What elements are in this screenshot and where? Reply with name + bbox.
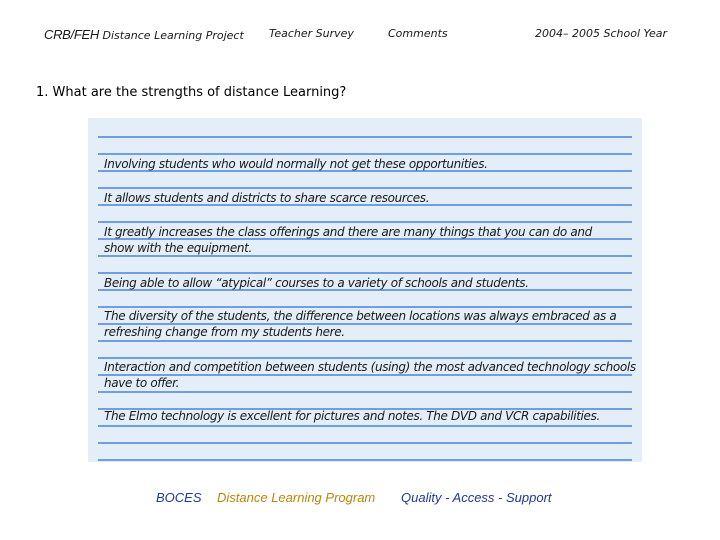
footer-program: Distance Learning Program: [217, 490, 376, 505]
header-project-prefix: CRB/FEH: [44, 27, 99, 42]
footer-boces: BOCES: [156, 490, 202, 505]
header-survey: Teacher Survey: [269, 27, 354, 40]
header-project: [44, 27, 244, 42]
answers-panel: [88, 118, 642, 462]
header-year: 2004– 2005 School Year: [535, 27, 668, 40]
answer-text: Interaction and competition between students (using) the most advanced technology schools have to offer.: [104, 360, 636, 390]
answer-text: It greatly increases the class offerings and there are many things that you can do and show with the equipment.: [104, 225, 592, 255]
ruled-line: [98, 391, 632, 393]
ruled-line: [98, 187, 632, 189]
ruled-line: [98, 221, 632, 223]
header-comments: Comments: [388, 27, 448, 40]
ruled-line: [98, 153, 632, 155]
ruled-line: [98, 425, 632, 427]
header-project-name: Distance Learning Project: [102, 29, 244, 42]
ruled-line: [98, 340, 632, 342]
ruled-line: [98, 136, 632, 138]
answer-text: The Elmo technology is excellent for pictures and notes. The DVD and VCR capabilities.: [104, 409, 600, 423]
question-title: 1. What are the strengths of distance Learning?: [36, 85, 347, 100]
ruled-line: [98, 272, 632, 274]
footer-tagline: Quality - Access - Support: [401, 490, 552, 505]
ruled-line: [98, 442, 632, 444]
answer-text: It allows students and districts to share scarce resources.: [104, 191, 430, 205]
answer-text: The diversity of the students, the difference between locations was always embraced as a refreshing change from my students here.: [104, 309, 617, 339]
answer-text: Being able to allow “atypical” courses to a variety of schools and students.: [104, 276, 529, 290]
ruled-line: [98, 459, 632, 461]
answer-text: Involving students who would normally not get these opportunities.: [104, 157, 488, 171]
